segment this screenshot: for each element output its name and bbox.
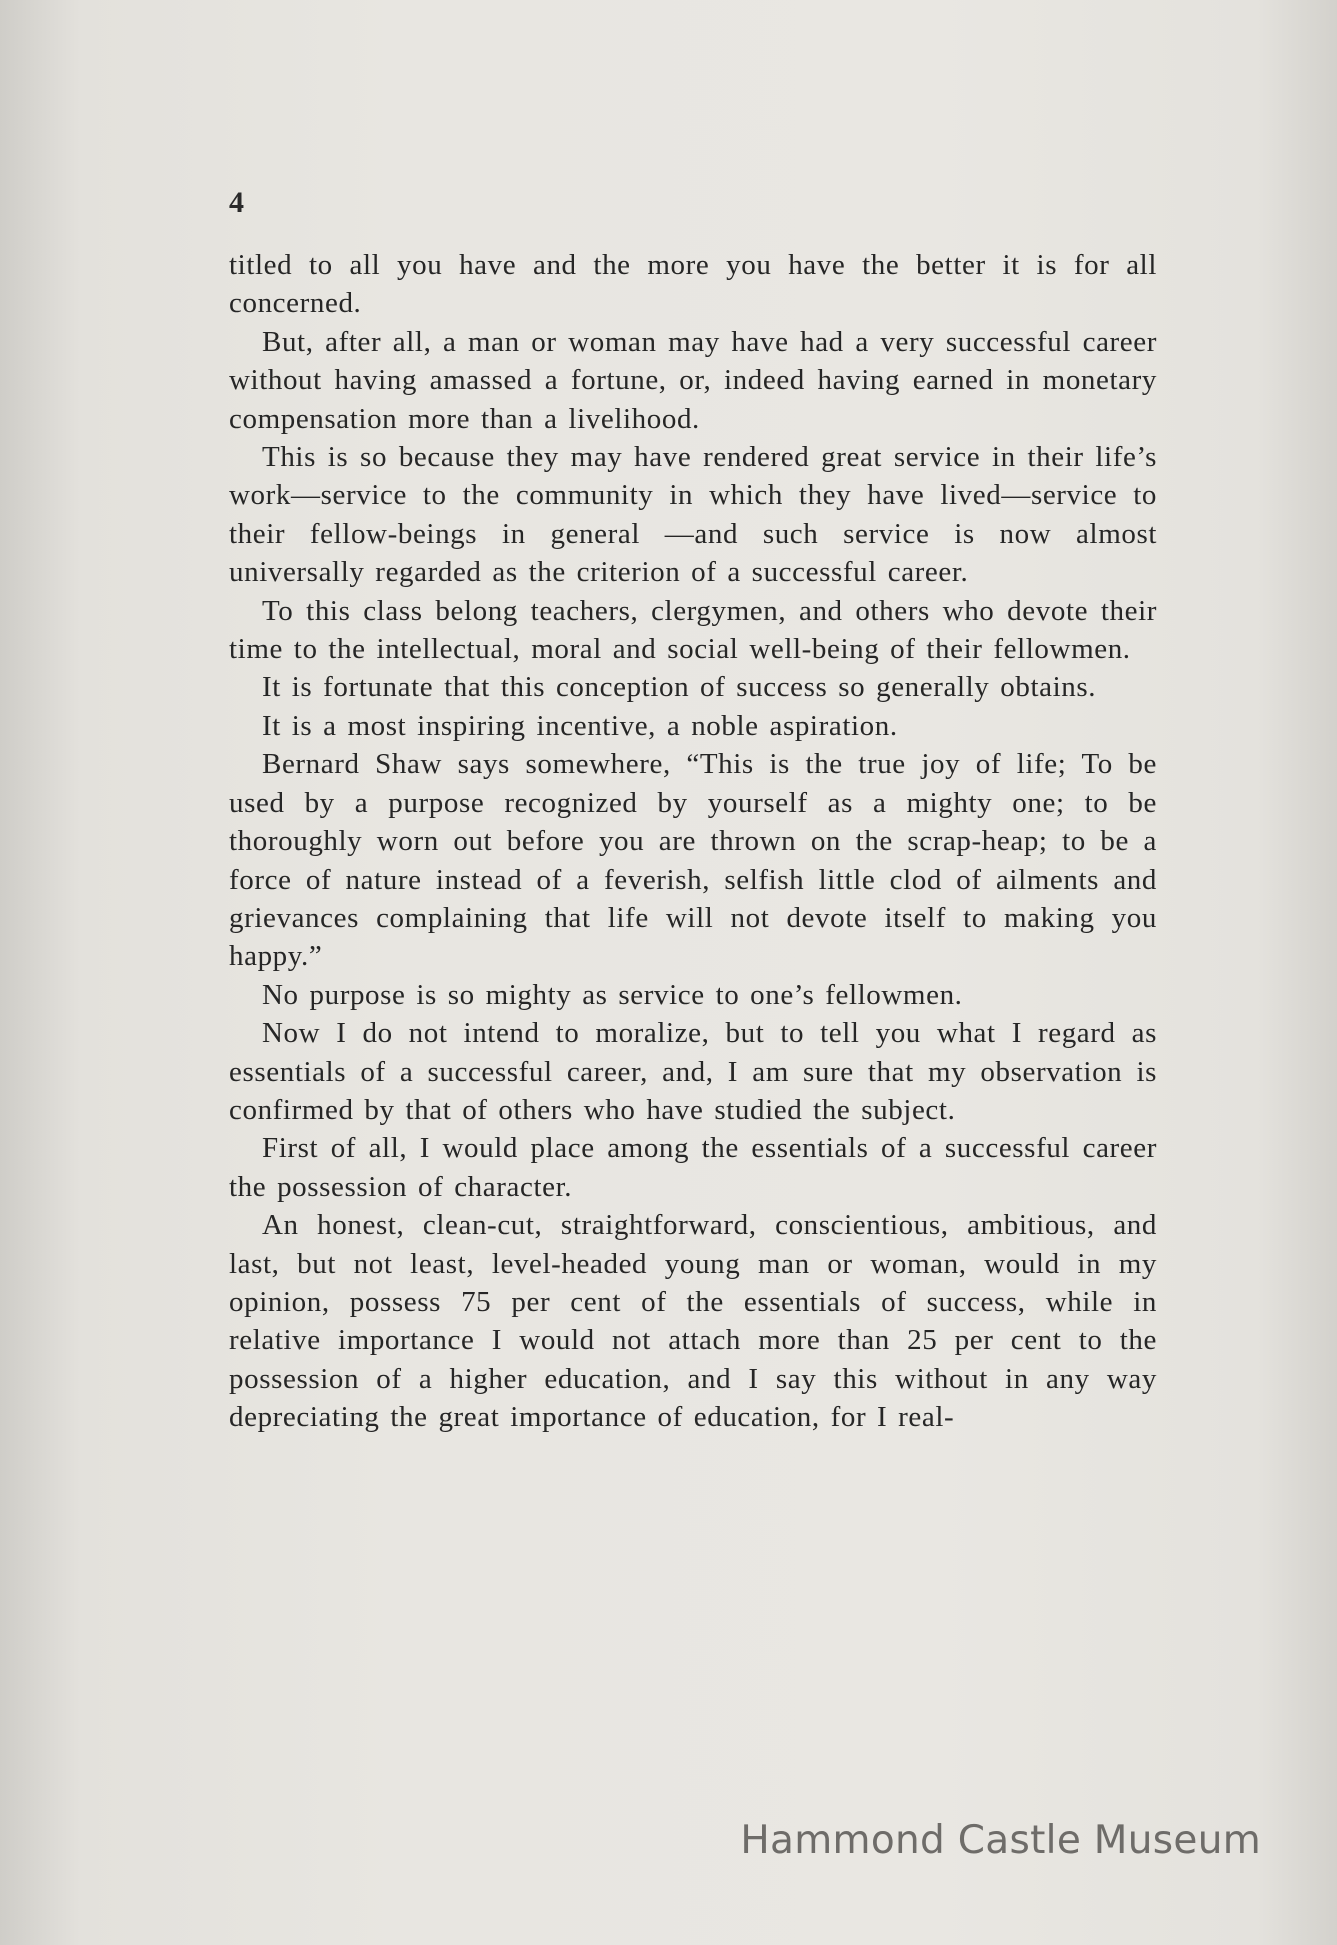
paragraph-11: An honest, clean-cut, straightforward, conscientious, ambitious, and last, but not least, level-headed young man or woman, would in my opinion, possess 75 per cent of the essentials of success, while in relative importance I would not attach more than 25 per cent to the possession of a higher education, and I say this without in any way depreciating the great importance of education, for I real- bbox=[229, 1209, 1157, 1434]
paragraph-2: But, after all, a man or woman may have had a very successful career without having amassed a fortune, or, indeed having earned in monetary compensation more than a livelihood. bbox=[229, 325, 1157, 435]
body-text bbox=[229, 246, 1157, 1437]
paragraph-10: First of all, I would place among the essentials of a successful career the possession of character. bbox=[229, 1132, 1157, 1203]
paragraph-1: titled to all you have and the more you have the better it is for all concerned. bbox=[229, 249, 1157, 320]
paragraph-9: Now I do not intend to moralize, but to tell you what I regard as essentials of a successful career, and, I am sure that my observation is confirmed by that of others who have studied the subject. bbox=[229, 1017, 1157, 1126]
paragraph-3: This is so because they may have rendered great service in their life’s work—service to the community in which they have lived—service to their fellow-beings in general —and such service is now almost universally regarded as the criterion of a successful career. bbox=[229, 441, 1157, 589]
page-number: 4 bbox=[229, 186, 244, 219]
watermark: Hammond Castle Museum bbox=[740, 1818, 1261, 1863]
paragraph-6: It is a most inspiring incentive, a noble aspiration. bbox=[262, 709, 898, 742]
paragraph-8: No purpose is so mighty as service to one’s fellowmen. bbox=[262, 978, 963, 1011]
paragraph-7: Bernard Shaw says somewhere, “This is the true joy of life; To be used by a purpose recognized by yourself as a mighty one; to be thoroughly worn out before you are thrown on the scrap-heap; to be a force of nature instead of a feverish, selfish little clod of ailments and grievances complaining that life will not devote itself to making you happy.” bbox=[229, 748, 1157, 973]
paragraph-5: It is fortunate that this conception of success so generally obtains. bbox=[262, 671, 1097, 704]
paragraph-4: To this class belong teachers, clergymen, and others who devote their time to the intellectual, moral and social well-being of their fellowmen. bbox=[229, 594, 1157, 666]
